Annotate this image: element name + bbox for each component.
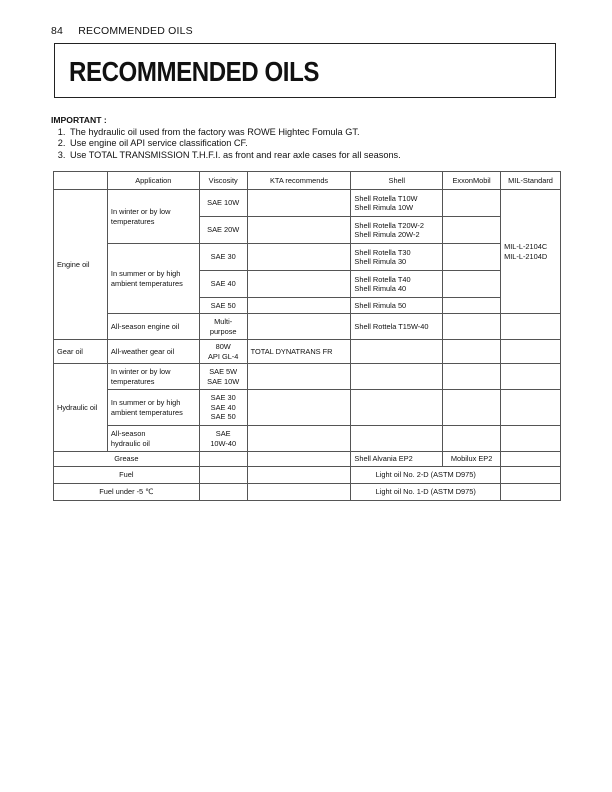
kta-cell: TOTAL DYNATRANS FR <box>247 340 351 364</box>
shell-cell: Shell Rotella T30 Shell Rimula 30 <box>351 244 443 271</box>
hydraulic-application: In winter or by low temperatures <box>107 364 199 390</box>
header-application: Application <box>107 172 199 190</box>
exxon-cell <box>443 217 501 244</box>
mil-cell <box>501 426 561 452</box>
shell-cell <box>351 364 443 390</box>
viscosity-cell: SAE 50 <box>199 298 247 314</box>
header-mil-standard: MIL-Standard <box>501 172 561 190</box>
engine-winter-application: In winter or by low temperatures <box>107 190 199 244</box>
important-notes <box>51 115 401 161</box>
mil-cell <box>501 484 561 501</box>
table-row <box>54 314 561 340</box>
shell-cell: Shell Rotella T40 Shell Rimula 40 <box>351 271 443 298</box>
fuel-label: Fuel <box>54 467 200 484</box>
important-list <box>51 127 401 162</box>
shell-cell <box>351 390 443 426</box>
page-header <box>51 25 193 37</box>
viscosity-cell: SAE 10W <box>199 190 247 217</box>
table-row <box>54 426 561 452</box>
table-row <box>54 364 561 390</box>
exxon-cell <box>443 426 501 452</box>
important-item: 2. Use engine oil API service classification CF. <box>68 138 401 150</box>
shell-cell: Shell Rotella T20W-2 Shell Rimula 20W-2 <box>351 217 443 244</box>
viscosity-cell: SAE 30 SAE 40 SAE 50 <box>199 390 247 426</box>
engine-mil-standard: MIL-L-2104C MIL-L-2104D <box>501 190 561 314</box>
viscosity-cell: SAE 30 <box>199 244 247 271</box>
kta-cell <box>247 467 351 484</box>
kta-cell <box>247 452 351 467</box>
table-row <box>54 484 561 501</box>
kta-cell <box>247 244 351 271</box>
header-shell: Shell <box>351 172 443 190</box>
exxon-cell: Mobilux EP2 <box>443 452 501 467</box>
engine-oil-label: Engine oil <box>54 190 108 340</box>
viscosity-cell: SAE 5W SAE 10W <box>199 364 247 390</box>
important-label: IMPORTANT : <box>51 115 107 125</box>
mil-cell <box>501 467 561 484</box>
kta-cell <box>247 217 351 244</box>
viscosity-cell <box>199 484 247 501</box>
viscosity-cell: SAE 40 <box>199 271 247 298</box>
viscosity-cell <box>199 467 247 484</box>
hydraulic-application: All-season hydraulic oil <box>107 426 199 452</box>
exxon-cell <box>443 190 501 217</box>
hydraulic-application: In summer or by high ambient temperatures <box>107 390 199 426</box>
section-name: RECOMMENDED OILS <box>78 25 193 37</box>
shell-cell: Shell Rottela T15W-40 <box>351 314 443 340</box>
kta-cell <box>247 426 351 452</box>
recommended-oils-table <box>53 171 561 501</box>
kta-cell <box>247 484 351 501</box>
shell-cell: Shell Alvania EP2 <box>351 452 443 467</box>
engine-summer-application: In summer or by high ambient temperatures <box>107 244 199 314</box>
shell-cell <box>351 426 443 452</box>
kta-cell <box>247 190 351 217</box>
header-category <box>54 172 108 190</box>
shell-cell: Shell Rimula 50 <box>351 298 443 314</box>
grease-label: Grease <box>54 452 200 467</box>
kta-cell <box>247 314 351 340</box>
page-number: 84 <box>51 25 64 37</box>
table-row <box>54 340 561 364</box>
engine-allseason-application: All-season engine oil <box>107 314 199 340</box>
table-row <box>54 467 561 484</box>
shell-cell: Shell Rotella T10W Shell Rimula 10W <box>351 190 443 217</box>
fuel-spec: Light oil No. 2-D (ASTM D975) <box>351 467 501 484</box>
exxon-cell <box>443 271 501 298</box>
exxon-cell <box>443 364 501 390</box>
viscosity-cell: SAE 10W-40 <box>199 426 247 452</box>
exxon-cell <box>443 390 501 426</box>
important-item: 3. Use TOTAL TRANSMISSION T.H.F.I. as front and rear axle cases for all seasons. <box>68 150 401 162</box>
kta-cell <box>247 390 351 426</box>
kta-cell <box>247 298 351 314</box>
exxon-cell <box>443 340 501 364</box>
shell-cell <box>351 340 443 364</box>
title-box <box>54 43 556 98</box>
table-row <box>54 244 561 271</box>
table-row <box>54 390 561 426</box>
mil-cell <box>501 340 561 364</box>
exxon-cell <box>443 298 501 314</box>
fuel-cold-spec: Light oil No. 1-D (ASTM D975) <box>351 484 501 501</box>
header-viscosity: Viscosity <box>199 172 247 190</box>
gear-oil-application: All-weather gear oil <box>107 340 199 364</box>
kta-cell <box>247 271 351 298</box>
mil-cell <box>501 390 561 426</box>
gear-oil-label: Gear oil <box>54 340 108 364</box>
header-kta: KTA recommends <box>247 172 351 190</box>
header-exxonmobil: ExxonMobil <box>443 172 501 190</box>
viscosity-cell <box>199 452 247 467</box>
table-header-row <box>54 172 561 190</box>
page-title: RECOMMENDED OILS <box>69 56 319 87</box>
hydraulic-oil-label: Hydraulic oil <box>54 364 108 452</box>
table-row <box>54 190 561 217</box>
mil-cell <box>501 364 561 390</box>
mil-cell <box>501 314 561 340</box>
viscosity-cell: Multi- purpose <box>199 314 247 340</box>
table-row <box>54 452 561 467</box>
viscosity-cell: 80W API GL-4 <box>199 340 247 364</box>
exxon-cell <box>443 244 501 271</box>
fuel-cold-label: Fuel under -5 ℃ <box>54 484 200 501</box>
exxon-cell <box>443 314 501 340</box>
kta-cell <box>247 364 351 390</box>
important-item: 1. The hydraulic oil used from the factory was ROWE Hightec Fomula GT. <box>68 127 401 139</box>
viscosity-cell: SAE 20W <box>199 217 247 244</box>
mil-cell <box>501 452 561 467</box>
